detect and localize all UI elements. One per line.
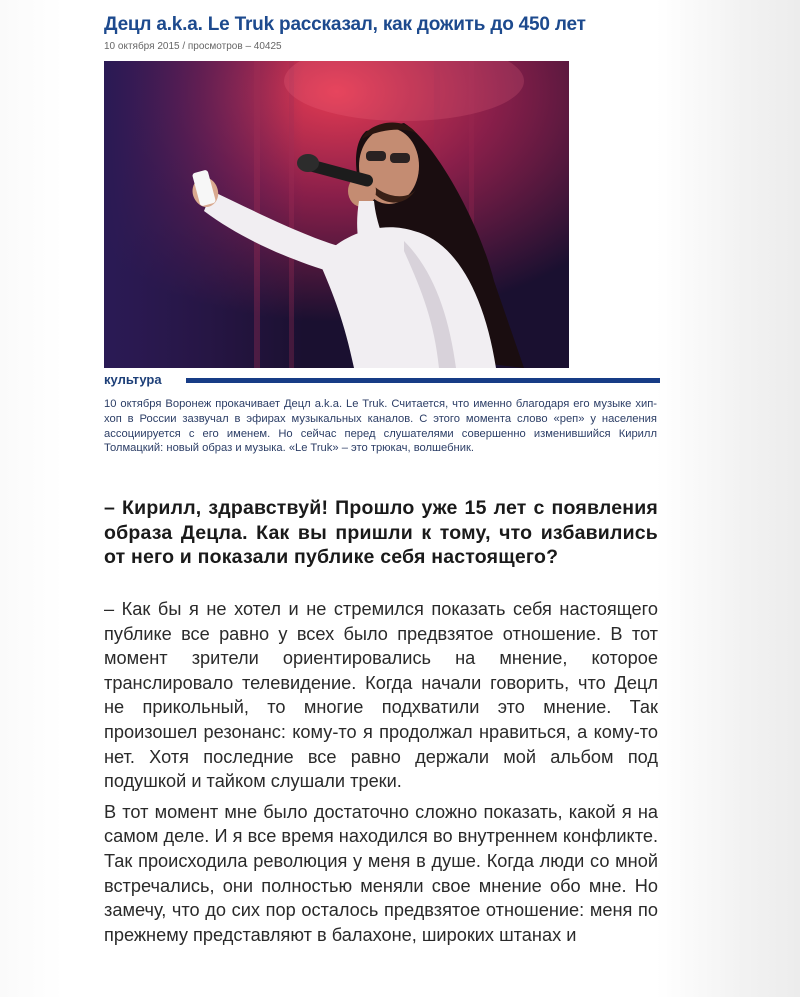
section-header [104,372,660,390]
answer-paragraph: – Как бы я не хотел и не стремился показать себя настоящего публике все равно у всех было предвзятое отношение. В тот момент зрители ориентировались на мнение, которое транслировало телевидение. Когда начали говорить, что Децл не прикольный, то многие подхватили это мнение. Так произошел резонанс: кому-то я продолжал нравиться, а кому-то нет. Хотя последние все равно держали мой альбом под подушкой и тайком слушали треки. [104,599,658,792]
interview-question: – Кирилл, здравствуй! Прошло уже 15 лет с появления образа Децла. Как вы пришли к тому, что избавились от него и показали публике себя настоящего? [104,497,658,568]
article-lead: 10 октября Воронеж прокачивает Децл a.k.a. Le Truk. Считается, что именно благодаря его музыке хип-хоп в России зазвучал в эфирах музыкальных каналов. С этого момента слово «реп» у населения ассоциируется с его именем. Но сейчас перед слушателями совершенно изменившийся Кирилл Толмацкий: новый образ и музыка. «Le Truk» – это трюкач, волшебник. [104,398,657,455]
interview-answer [104,597,658,953]
section-divider-bar [186,378,660,383]
article-photo [104,61,569,368]
article-meta: 10 октября 2015 / просмотров – 40425 [104,41,282,52]
section-label[interactable]: культура [104,372,162,387]
performer-photo-illustration [104,61,569,368]
article-title[interactable]: Децл a.k.a. Le Truk рассказал, как дожить до 450 лет [104,14,586,35]
answer-paragraph: В тот момент мне было достаточно сложно показать, какой я на самом деле. И я все время находился во внутреннем конфликте. Так происходила революция у меня в душе. Когда люди со мной встречались, они полностью меняли свое мнение обо мне. Но замечу, что до сих пор осталось предвзятое отношение: меня по прежнему представляют в балахоне, широких штанах и [104,801,658,945]
